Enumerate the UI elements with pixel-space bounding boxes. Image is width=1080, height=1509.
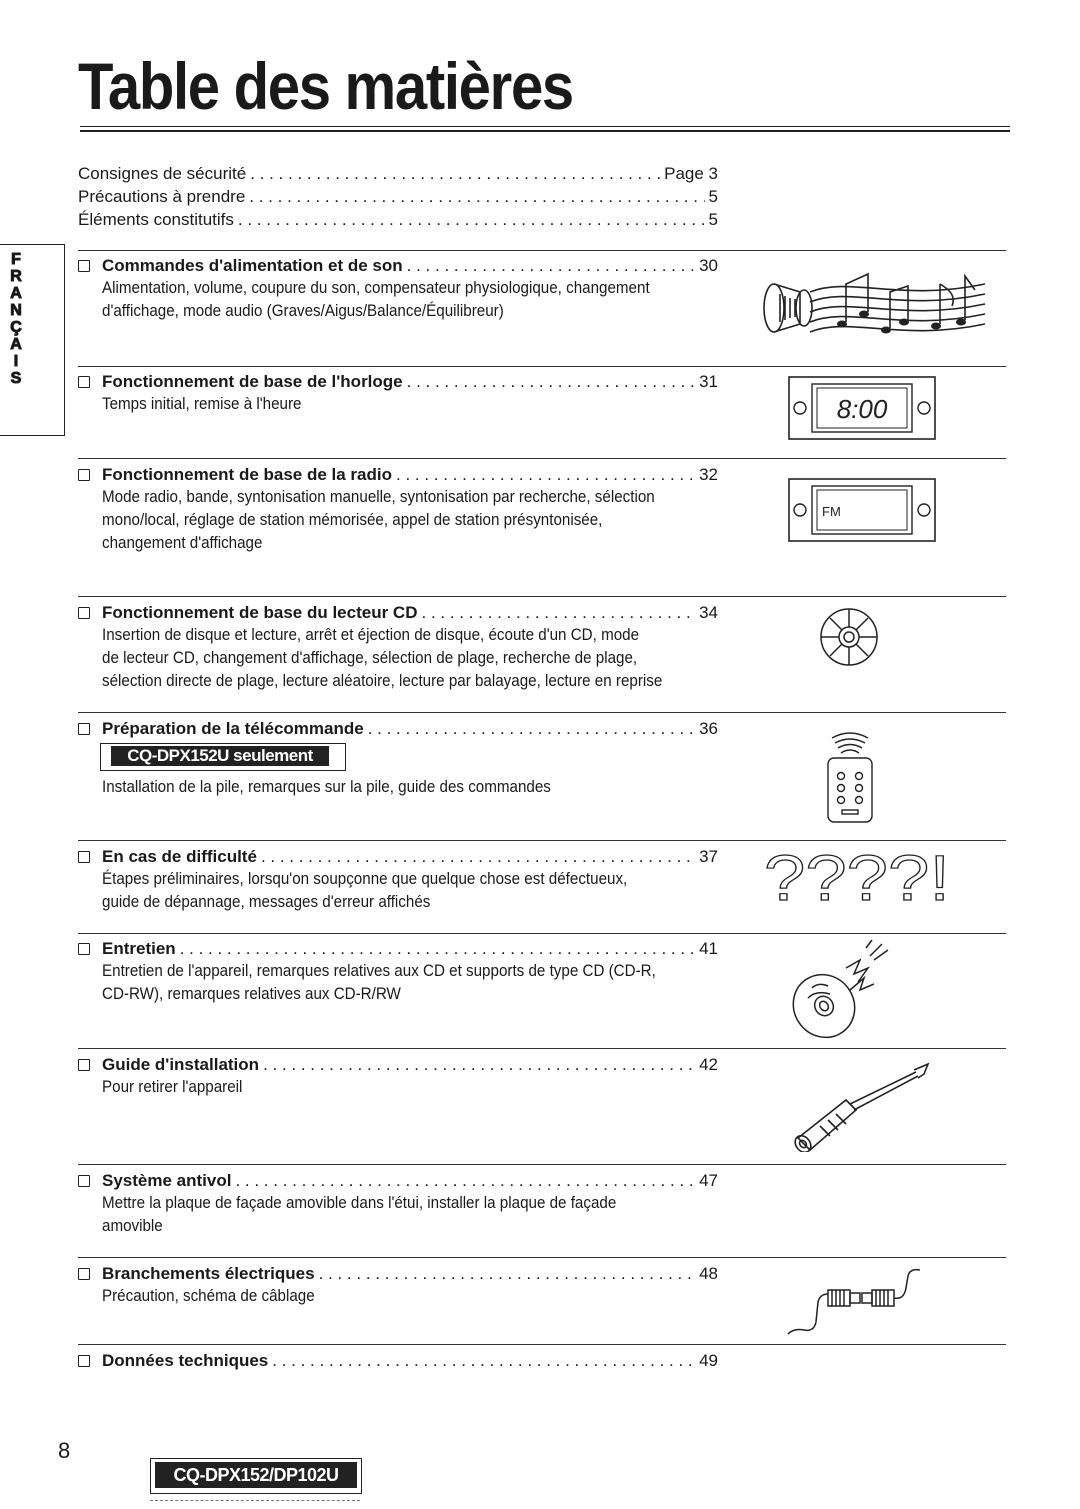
cd-disc-icon	[818, 606, 880, 668]
section-desc-line: Entretien de l'appareil, remarques relatives aux CD et supports de type CD (CD-R,	[102, 962, 656, 980]
section-page: 36	[699, 719, 718, 738]
section-page: 34	[699, 603, 718, 622]
checkbox-icon	[78, 260, 90, 272]
checkbox-icon	[78, 851, 90, 863]
model-only-badge-label: CQ-DPX152U seulement	[111, 746, 329, 766]
cd-cleaning-icon	[788, 938, 894, 1042]
toc-section-line[interactable]	[102, 370, 718, 393]
wiring-connector-icon	[784, 1264, 924, 1340]
checkbox-icon	[78, 1059, 90, 1071]
toc-section-line[interactable]	[102, 463, 718, 486]
checkbox-icon	[78, 723, 90, 735]
page-number: 8	[58, 1438, 71, 1463]
checkbox-icon	[78, 1268, 90, 1280]
radio-display-text: FM	[822, 504, 841, 519]
toc-label: Éléments constitutifs	[78, 210, 234, 229]
checkbox-icon	[78, 376, 90, 388]
section-power-sound	[102, 254, 718, 323]
toc-intro-line[interactable]	[78, 162, 718, 185]
toc-section-line[interactable]	[102, 717, 718, 740]
checkbox-icon	[78, 607, 90, 619]
section-title: En cas de difficulté	[102, 847, 257, 866]
speaker-music-icon	[760, 262, 990, 354]
section-divider	[78, 1164, 1006, 1165]
model-badge-label: CQ-DPX152/DP102U	[155, 1462, 357, 1488]
section-title: Données techniques	[102, 1351, 269, 1370]
section-desc-line: CD-RW), remarques relatives aux CD-R/RW	[102, 985, 401, 1003]
section-page: 32	[699, 465, 718, 484]
checkbox-icon	[78, 1175, 90, 1187]
section-desc-line: d'affichage, mode audio (Graves/Aigus/Balance/Équilibreur)	[102, 302, 504, 320]
section-title: Fonctionnement de base de l'horloge	[102, 372, 403, 391]
clock-display-text: 8:00	[836, 394, 888, 424]
toc-label: Consignes de sécurité	[78, 164, 247, 183]
section-desc-line: Insertion de disque et lecture, arrêt et éjection de disque, écoute d'un CD, mode	[102, 626, 640, 644]
section-desc-line: sélection directe de plage, lecture aléatoire, lecture par balayage, lecture en reprise	[102, 672, 663, 690]
toc-section-line[interactable]	[102, 601, 718, 624]
section-desc-line: Alimentation, volume, coupure du son, compensateur physiologique, changement	[102, 279, 650, 297]
toc-page: Page 3	[664, 164, 718, 183]
page-title: Table des matières	[78, 49, 573, 123]
toc-section-line[interactable]	[102, 1169, 718, 1192]
toc-page: 5	[708, 187, 718, 206]
checkbox-icon	[78, 943, 90, 955]
section-page: 49	[699, 1351, 718, 1370]
section-specs	[102, 1349, 718, 1372]
section-desc-line: Pour retirer l'appareil	[102, 1078, 243, 1096]
section-title: Branchements électriques	[102, 1264, 315, 1283]
section-installation	[102, 1053, 718, 1099]
trouble-marks-text: ????!	[764, 846, 950, 914]
language-tab	[0, 244, 65, 436]
section-divider	[78, 596, 1006, 597]
trouble-marks-icon	[764, 846, 954, 920]
section-title: Entretien	[102, 939, 176, 958]
section-desc-line: Précaution, schéma de câblage	[102, 1287, 315, 1305]
section-desc-line: Étapes préliminaires, lorsqu'on soupçonne que quelque chose est défectueux,	[102, 870, 628, 888]
clock-display-icon	[788, 376, 936, 442]
section-divider	[78, 1048, 1006, 1049]
section-title: Fonctionnement de base du lecteur CD	[102, 603, 418, 622]
section-divider	[78, 366, 1006, 367]
model-badge	[150, 1458, 362, 1494]
intro-list	[78, 162, 718, 231]
model-underline	[150, 1500, 360, 1502]
section-divider	[78, 1257, 1006, 1258]
section-wiring	[102, 1262, 718, 1308]
section-page: 31	[699, 372, 718, 391]
section-title: Fonctionnement de base de la radio	[102, 465, 392, 484]
section-desc-line: changement d'affichage	[102, 534, 263, 552]
section-page: 30	[699, 256, 718, 275]
toc-section-line[interactable]	[102, 1053, 718, 1076]
section-desc-line: guide de dépannage, messages d'erreur affichés	[102, 893, 431, 911]
section-remote	[102, 717, 718, 740]
section-page: 37	[699, 847, 718, 866]
section-page: 41	[699, 939, 718, 958]
checkbox-icon	[78, 469, 90, 481]
toc-section-line[interactable]	[102, 254, 718, 277]
title-rule	[80, 126, 1010, 132]
section-divider	[78, 840, 1006, 841]
toc-label: Précautions à prendre	[78, 187, 246, 206]
section-divider	[78, 933, 1006, 934]
section-desc-line: Temps initial, remise à l'heure	[102, 395, 302, 413]
section-title: Système antivol	[102, 1171, 232, 1190]
section-antitheft	[102, 1169, 718, 1238]
section-divider	[78, 458, 1006, 459]
toc-section-line[interactable]	[102, 937, 718, 960]
screwdriver-icon	[790, 1060, 934, 1152]
checkbox-icon	[78, 1355, 90, 1367]
section-title: Commandes d'alimentation et de son	[102, 256, 403, 275]
section-desc-line: amovible	[102, 1217, 163, 1235]
radio-display-icon	[788, 478, 936, 544]
section-desc-line: mono/local, réglage de station mémorisée, appel de station présyntonisée,	[102, 511, 603, 529]
section-page: 42	[699, 1055, 718, 1074]
section-divider	[78, 712, 1006, 713]
language-tab-label: F R A N Ç A I S	[10, 251, 22, 387]
section-clock	[102, 370, 718, 416]
section-desc-line: de lecteur CD, changement d'affichage, sélection de plage, recherche de plage,	[102, 649, 638, 667]
toc-section-line[interactable]	[102, 1349, 718, 1372]
section-page: 48	[699, 1264, 718, 1283]
toc-section-line[interactable]	[102, 845, 718, 868]
section-maintenance	[102, 937, 718, 1006]
toc-section-line[interactable]	[102, 1262, 718, 1285]
section-troubleshooting	[102, 845, 718, 914]
section-page: 47	[699, 1171, 718, 1190]
toc-intro-line[interactable]	[78, 185, 718, 208]
section-desc-line: Installation de la pile, remarques sur la pile, guide des commandes	[102, 778, 551, 796]
remote-control-icon	[820, 728, 880, 826]
toc-page: 5	[708, 210, 718, 229]
section-title: Guide d'installation	[102, 1055, 260, 1074]
section-cd	[102, 601, 718, 693]
section-divider	[78, 1344, 1006, 1345]
section-title: Préparation de la télécommande	[102, 719, 364, 738]
section-radio	[102, 463, 718, 555]
section-desc-line: Mode radio, bande, syntonisation manuelle, syntonisation par recherche, sélection	[102, 488, 655, 506]
model-only-badge	[100, 743, 346, 771]
section-desc-line: Mettre la plaque de façade amovible dans l'étui, installer la plaque de façade	[102, 1194, 617, 1212]
toc-intro-line[interactable]	[78, 208, 718, 231]
section-divider	[78, 250, 1006, 251]
